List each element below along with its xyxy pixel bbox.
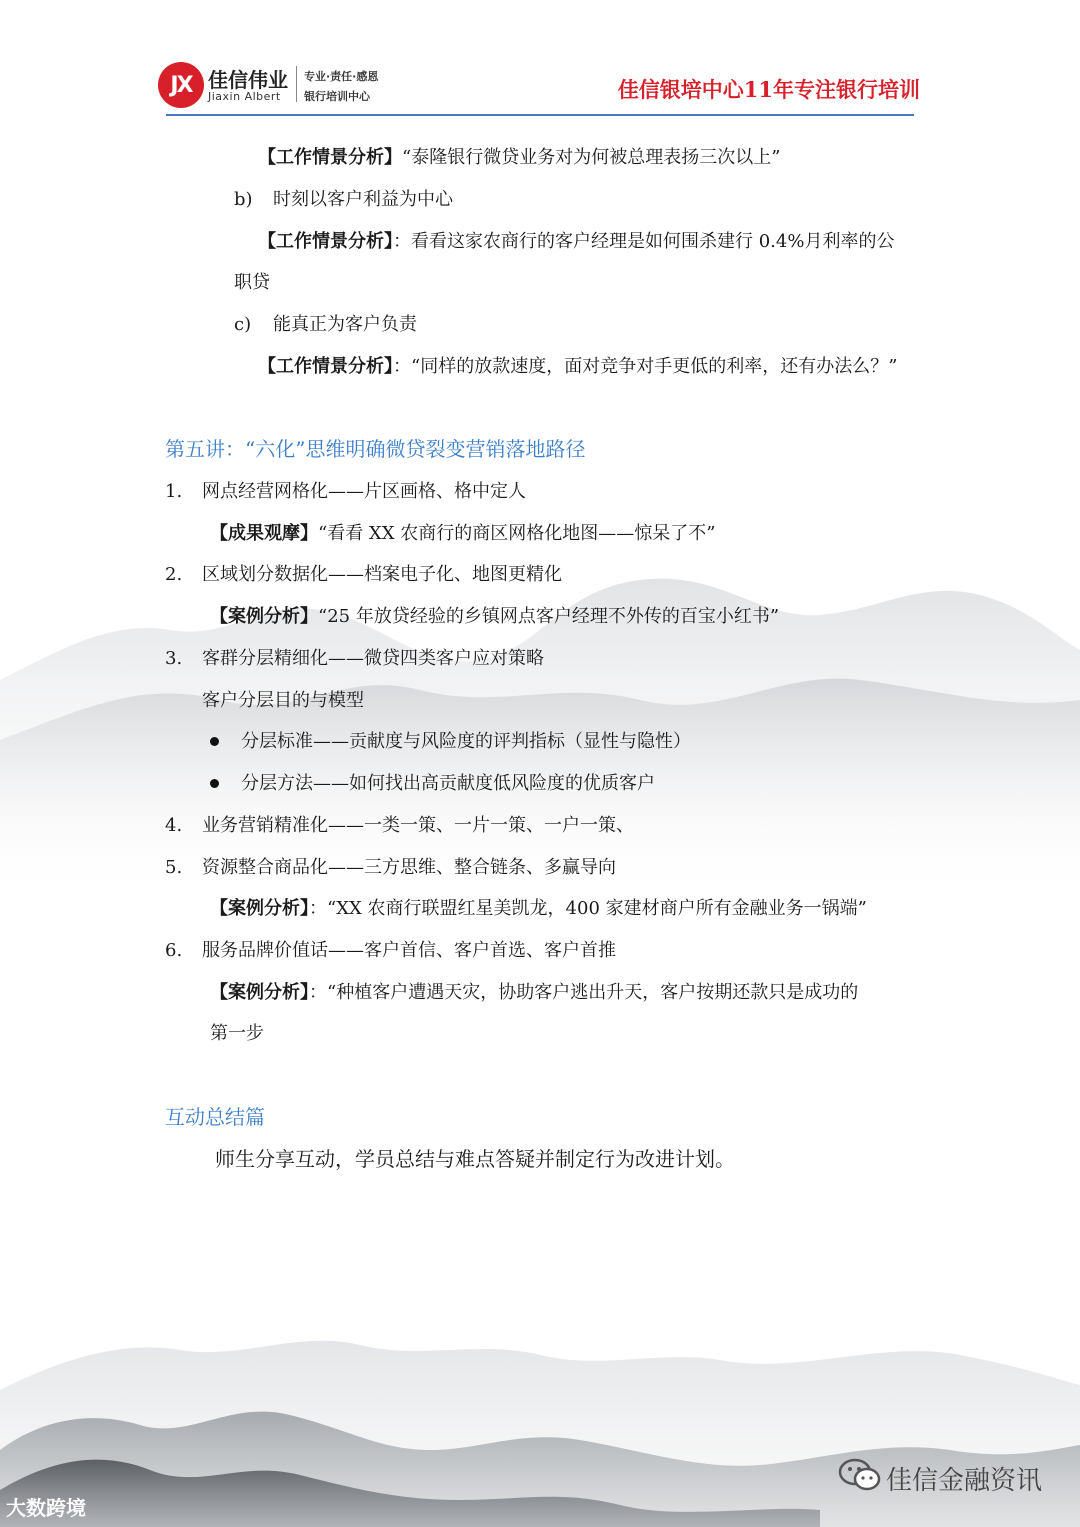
- case-text: “25 年放贷经验的乡镇网点客户经理不外传的百宝小红书”: [318, 606, 780, 627]
- case-line: [210, 897, 867, 921]
- header-title: 佳信银培中心11年专注银行培训: [617, 77, 920, 102]
- item-c-marker: c): [234, 314, 252, 335]
- case-label: 【案例分析】: [210, 606, 318, 627]
- case-label: 【工作情景分析】: [258, 231, 393, 252]
- case-line: [210, 605, 779, 629]
- list-item-text: 网点经营网格化——片区画格、格中定人: [202, 481, 526, 502]
- list-item-text: 业务营销精准化——一类一策、一片一策、一户一策、: [202, 815, 634, 836]
- list-item-text: 资源整合商品化——三方思维、整合链条、多赢导向: [202, 857, 616, 878]
- item-b-text: 时刻以客户利益为中心: [273, 189, 453, 210]
- header-rule: [166, 114, 914, 116]
- bullet-dot: [210, 779, 219, 788]
- logo-divider: [296, 66, 297, 102]
- list-item-number: 6.: [165, 940, 183, 961]
- case-label: 【案例分析】: [210, 898, 309, 919]
- list-item-number: 5.: [165, 857, 183, 878]
- bullet-dot: [210, 737, 219, 746]
- item-b-marker: b): [234, 189, 253, 210]
- lecture5-heading: 第五讲：“六化”思维明确微贷裂变营销落地路径: [165, 437, 586, 461]
- case-label: 【案例分析】: [210, 982, 309, 1003]
- company-name-en: Jiaxin Albert: [208, 90, 281, 103]
- item-c-text: 能真正为客户负责: [273, 314, 417, 335]
- case-text: ：看看这家农商行的客户经理是如何围杀建行 0.4%月利率的公: [393, 231, 895, 252]
- case-label: 【成果观摩】: [210, 523, 318, 544]
- list-item-number: 4.: [165, 815, 183, 836]
- case-text: ：“同样的放款速度，面对竞争对手更低的利率，还有办法么？”: [393, 356, 898, 377]
- wechat-icon: [838, 1458, 882, 1492]
- watermark-source: 大数跨境: [6, 1496, 86, 1520]
- summary-heading: 互动总结篇: [165, 1105, 265, 1129]
- case-line-cont: 第一步: [210, 1023, 264, 1044]
- case-label: 【工作情景分析】: [258, 147, 402, 168]
- case-line-b-cont: 职贷: [234, 272, 270, 293]
- slogan-line-2: 银行培训中心: [304, 90, 370, 103]
- case-text: ：“种植客户遭遇天灾，协助客户逃出升天，客户按期还款只是成功的: [309, 982, 859, 1003]
- bullet-item: 分层标准——贡献度与风险度的评判指标（显性与隐性）: [241, 731, 691, 752]
- watermark-account-name: 佳信金融资讯: [886, 1466, 1043, 1496]
- bullet-item: 分层方法——如何找出高贡献度低风险度的优质客户: [241, 773, 655, 794]
- case-label: 【工作情景分析】: [258, 356, 393, 377]
- case-text: “看看 XX 农商行的商区网格化地图——惊呆了不”: [318, 523, 716, 544]
- case-line: [210, 522, 715, 546]
- slogan-line-1: 专业·责任·感恩: [304, 70, 379, 83]
- case-text: ：“XX 农商行联盟红星美凯龙，400 家建材商户所有金融业务一锅端”: [309, 898, 867, 919]
- case-line-a: [258, 146, 780, 170]
- list-item-text: 客群分层精细化——微贷四类客户应对策略: [202, 648, 544, 669]
- case-line-c: [258, 355, 897, 379]
- list-item-number: 1.: [165, 481, 183, 502]
- company-name-cn: 佳信伟业: [208, 68, 288, 92]
- case-line: [210, 981, 858, 1005]
- company-logo-mark: JX: [158, 62, 204, 108]
- list-item-text: 区域划分数据化——档案电子化、地图更精化: [202, 564, 562, 585]
- list-item-text: 服务品牌价值话——客户首信、客户首选、客户首推: [202, 940, 616, 961]
- list-item-number: 2.: [165, 564, 183, 585]
- case-line-b: [258, 230, 894, 254]
- list-item-number: 3.: [165, 648, 183, 669]
- summary-text: 师生分享互动，学员总结与难点答疑并制定行为改进计划。: [215, 1147, 735, 1171]
- case-text: “泰隆银行微贷业务对为何被总理表扬三次以上”: [402, 147, 781, 168]
- list-item-subheading: 客户分层目的与模型: [202, 690, 364, 711]
